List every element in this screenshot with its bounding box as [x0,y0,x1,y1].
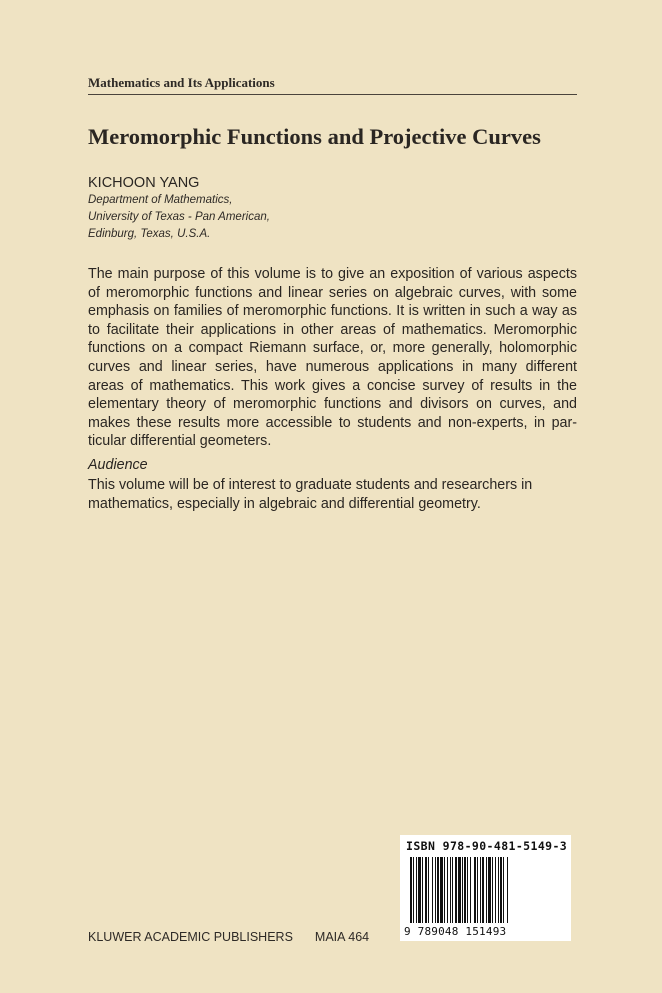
abstract-line: areas of mathematics. This work gives a concise survey of results in the [88,377,577,394]
audience-line: mathematics, especially in algebraic and differential geometry. [88,495,481,512]
author-name: KICHOON YANG [88,175,200,191]
abstract-line: elementary theory of meromorphic functions and divisors on curves, and [88,396,577,413]
series-name: Mathematics and Its Applications [88,75,275,90]
publisher-name: KLUWER ACADEMIC PUBLISHERS [88,930,293,944]
header-rule [88,94,577,95]
abstract-line: of meromorphic functions and linear series on algebraic curves, with some [88,284,577,301]
abstract-line: ticular differential geometers. [88,433,272,450]
author-affiliation [88,192,270,243]
abstract-line: to facilitate their applications in other areas of mathematics. Meromorphic [88,321,577,338]
affiliation-line: Department of Mathematics, [88,194,233,206]
isbn-label: ISBN 978-90-481-5149-3 [406,839,568,853]
affiliation-line: Edinburg, Texas, U.S.A. [88,228,211,240]
abstract-line: emphasis on families of meromorphic functions. It is written in such a way as [88,303,577,320]
abstract-line: curves and linear series, have numerous applications in many different [88,358,577,375]
barcode-number: 9 789048 151493 [404,925,507,938]
abstract-line: functions on a compact Riemann surface, or, more generally, holomorphic [88,340,577,357]
publisher-line [88,930,369,944]
audience-heading: Audience [88,457,148,473]
barcode-bars [410,857,560,927]
affiliation-line: University of Texas - Pan American, [88,211,270,223]
abstract-line: The main purpose of this volume is to give an exposition of various aspects [88,266,577,282]
audience-line: This volume will be of interest to graduate students and researchers in [88,477,533,493]
barcode-panel [400,835,571,941]
book-title: Meromorphic Functions and Projective Curves [88,124,541,149]
abstract [88,265,577,451]
series-code: MAIA 464 [314,930,370,944]
abstract-line: makes these results more accessible to students and non-experts, in par- [88,414,577,431]
audience-text [88,476,577,513]
